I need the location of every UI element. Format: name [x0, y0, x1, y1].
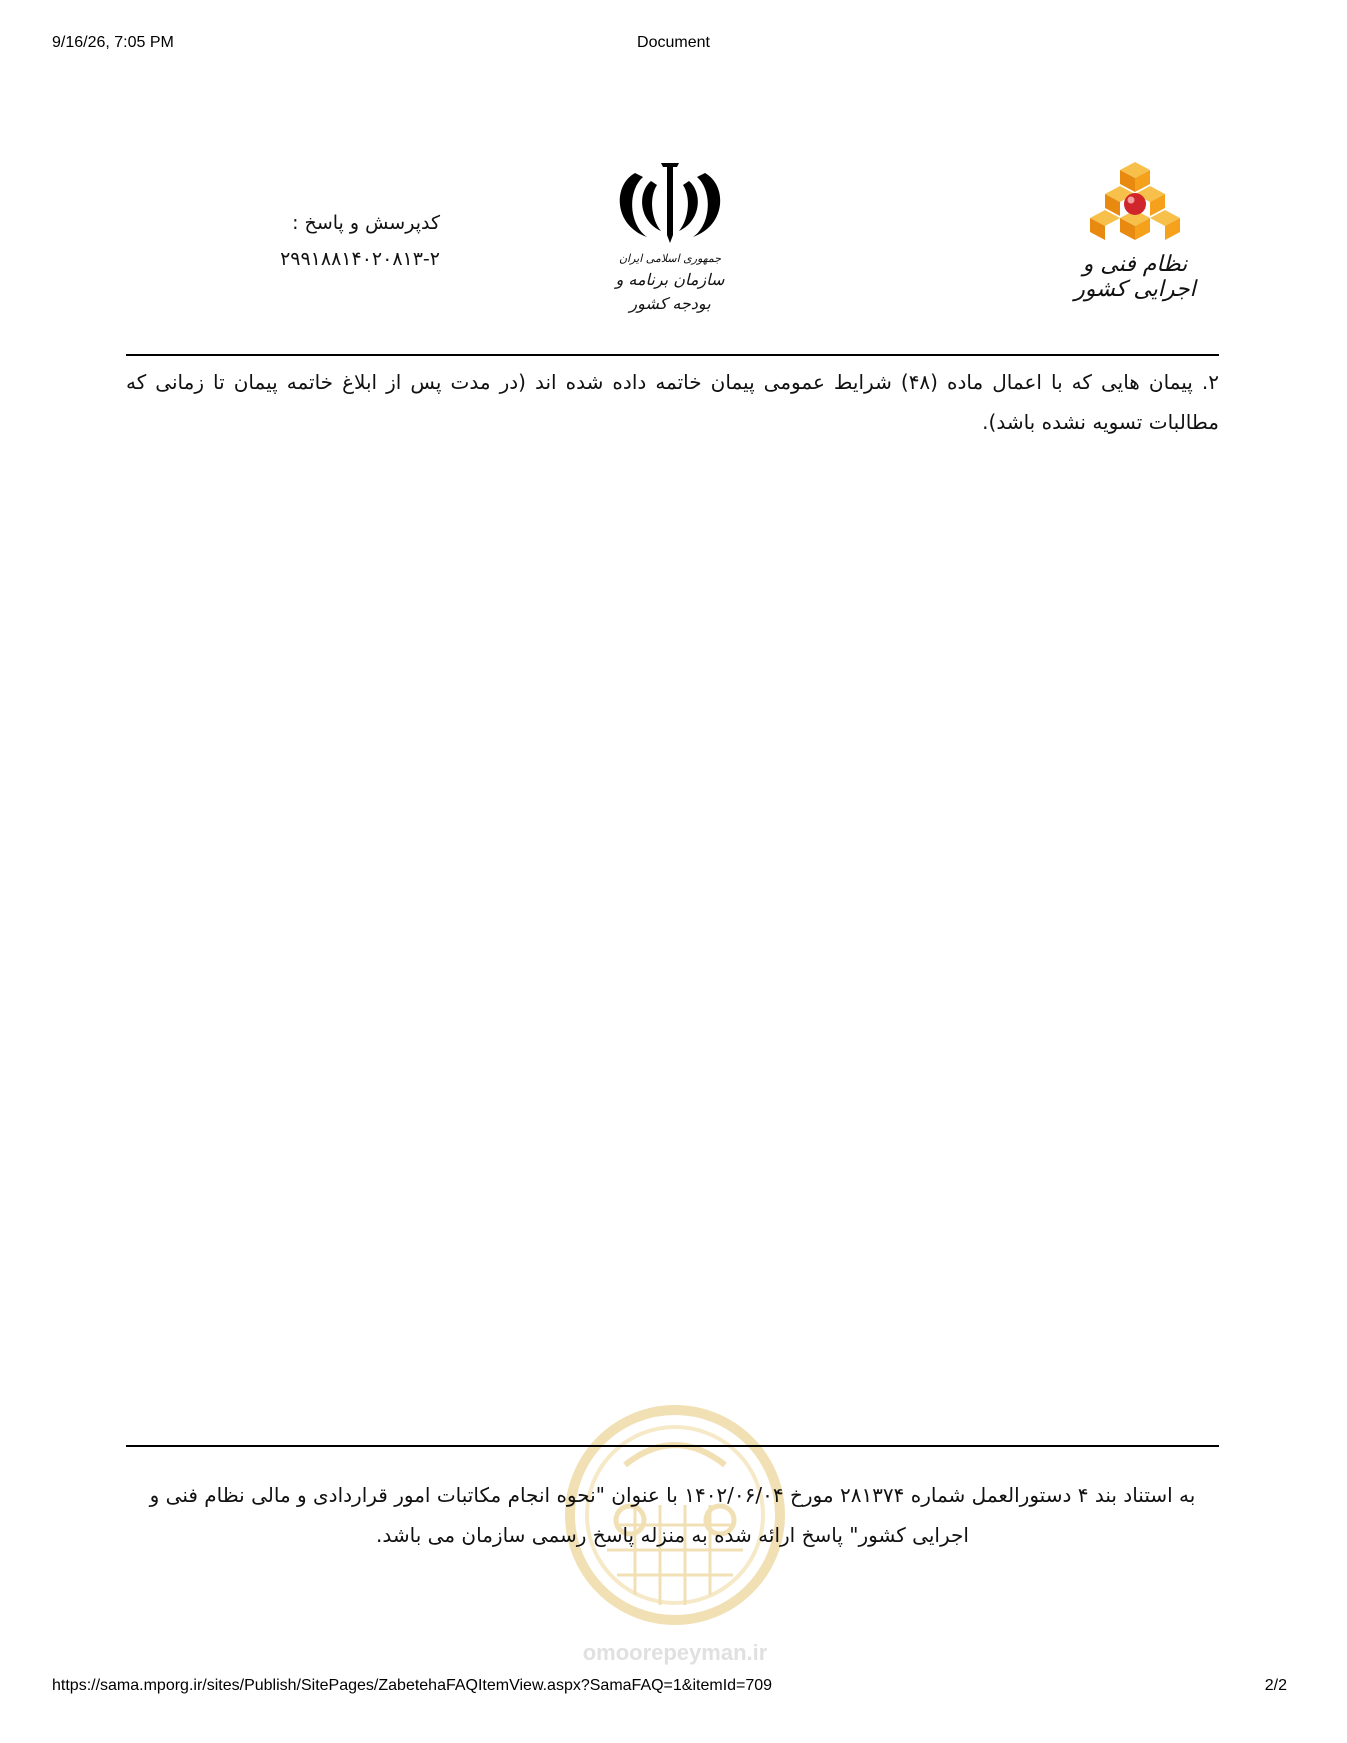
- question-code-value: ۲۹۹۱۸۸۱۴۰۲۰۸۱۳-۲: [280, 248, 440, 270]
- footer-divider: [126, 1445, 1219, 1447]
- emblem-caption-line1: جمهوری اسلامی ایران: [618, 252, 722, 265]
- print-datetime: 9/16/26, 7:05 PM: [52, 34, 174, 51]
- nezam-logo-icon: [1060, 160, 1210, 250]
- header-divider: [126, 354, 1219, 356]
- question-code-block: [230, 205, 440, 277]
- print-page-number: 2/2: [1264, 1677, 1287, 1694]
- iran-emblem-logo: [595, 155, 745, 313]
- print-page-url: https://sama.mporg.ir/sites/Publish/SitePages/ZabetehaFAQItemView.aspx?SamaFAQ=1&itemId=709: [52, 1677, 773, 1694]
- answer-paragraph: ۲. پیمان هایی که با اعمال ماده (۴۸) شرایط عمومی پیمان خاتمه داده شده اند (در مدت پس از ابلاغ خاتمه پیمان تا زمانی که مطالبات تسویه نشده باشد).: [126, 370, 1219, 434]
- question-code-label: کدپرسش و پاسخ :: [292, 212, 440, 234]
- emblem-caption: [595, 250, 745, 316]
- emblem-caption-line2: سازمان برنامه و بودجه کشور: [615, 270, 725, 313]
- print-footer: [0, 1677, 1347, 1707]
- emblem-icon: [595, 155, 745, 250]
- nezam-logo-caption: نظام فنی و اجرایی کشور: [1074, 252, 1196, 302]
- print-title: Document: [637, 34, 710, 51]
- nezam-fanni-logo: [1060, 160, 1210, 300]
- print-header: [0, 34, 1347, 64]
- official-answer-note: به استناد بند ۴ دستورالعمل شماره ۲۸۱۳۷۴ مورخ ۱۴۰۲/۰۶/۰۴ با عنوان "نحوه انجام مکاتبات امور قراردادی و مالی نظام فنی و اجرایی کشور" پاسخ ارائه شده به منزله پاسخ رسمی سازمان می باشد.: [149, 1483, 1196, 1547]
- watermark-url: omoorepeyman.ir: [582, 1640, 768, 1665]
